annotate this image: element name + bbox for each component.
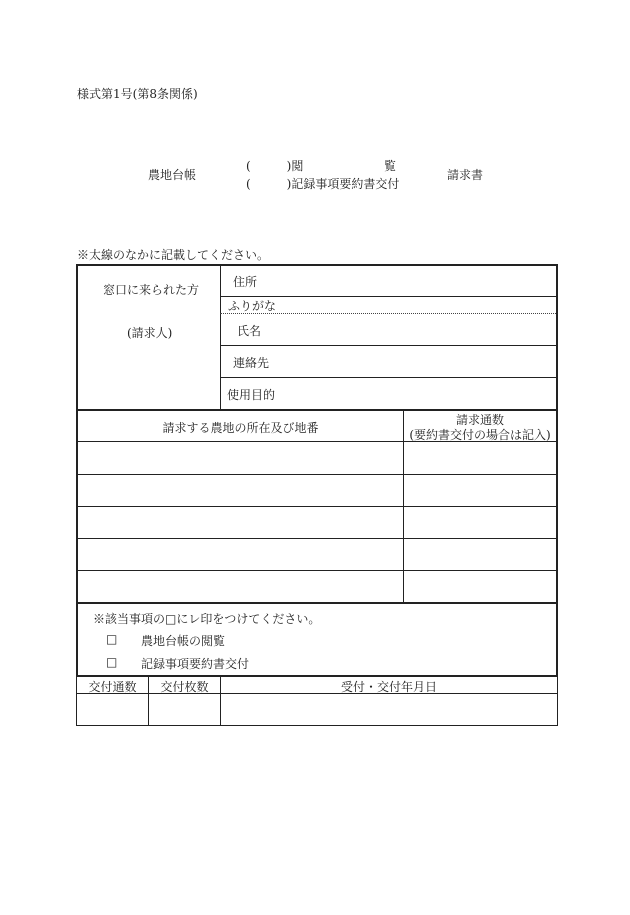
land-copies-header-line2: (要約書交付の場合は記入) — [409, 428, 551, 442]
address-label: 住所 — [233, 275, 258, 289]
furigana-label: ふりがな — [228, 299, 277, 313]
option1-tail: 覧 — [384, 159, 397, 173]
issue-right-border — [557, 677, 558, 726]
row-line — [78, 570, 556, 571]
box-top-border — [76, 264, 558, 266]
land-location-header: 請求する農地の所在及び地番 — [162, 421, 319, 435]
purpose-label: 使用目的 — [227, 388, 276, 402]
applicant-divider — [220, 266, 221, 409]
issued-sheets-header: 交付枚数 — [160, 680, 209, 694]
row-line — [220, 377, 556, 378]
applicant-sublabel: (請求人) — [127, 326, 173, 340]
name-label: 氏名 — [237, 324, 262, 338]
section-divider — [78, 602, 556, 604]
checkbox-summary[interactable]: □ — [106, 655, 118, 669]
option2-paren: ( )記録事項要約書交付 — [246, 177, 400, 191]
option1-paren: ( )閲 — [246, 159, 304, 173]
applicant-label: 窓口に来られた方 — [103, 283, 200, 297]
land-copies-header-line1: 請求通数 — [455, 413, 504, 427]
checkbox-inspection-label: 農地台帳の閲覧 — [141, 634, 226, 648]
checkbox-inspection[interactable]: □ — [106, 632, 118, 646]
box-right-border — [556, 264, 558, 677]
title-left: 農地台帳 — [148, 168, 197, 182]
box-left-border — [76, 264, 78, 677]
row-line — [78, 506, 556, 507]
title-right: 請求書 — [447, 168, 484, 182]
row-line — [78, 474, 556, 475]
row-line — [220, 345, 556, 346]
row-line — [78, 538, 556, 539]
contact-label: 連絡先 — [233, 356, 270, 370]
checkbox-summary-label: 記録事項要約書交付 — [141, 657, 250, 671]
checkbox-instruction: ※該当事項の□にレ印をつけてください。 — [93, 612, 321, 626]
issue-date-header: 受付・交付年月日 — [340, 680, 437, 694]
issued-copies-header: 交付通数 — [88, 680, 137, 694]
instruction: ※太線のなかに記載してください。 — [77, 248, 270, 262]
form-number: 様式第1号(第8条関係) — [77, 87, 198, 101]
